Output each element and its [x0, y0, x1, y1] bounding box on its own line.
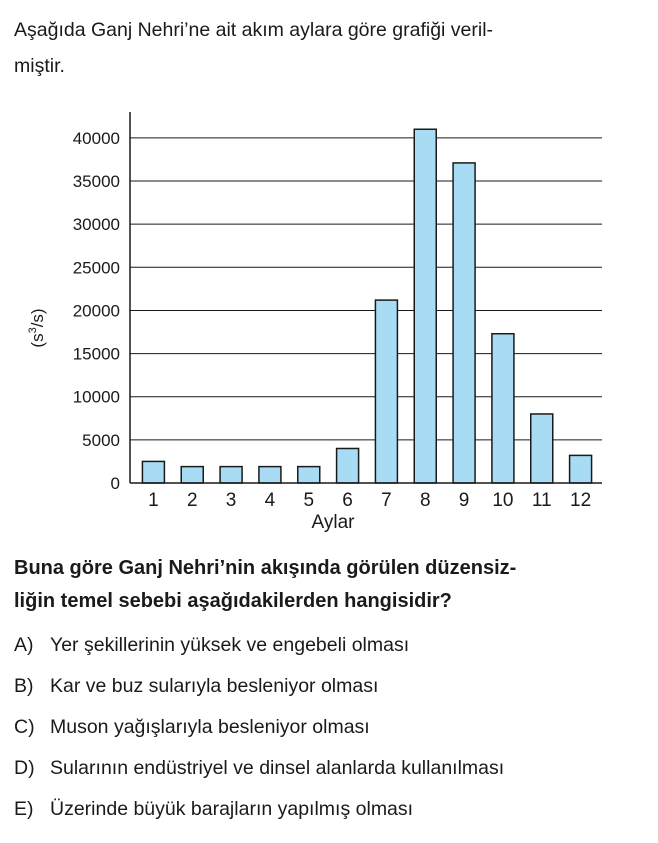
y-tick-label-5000: 5000	[82, 430, 120, 450]
bar-month-10	[492, 334, 514, 483]
y-tick-label-35000: 35000	[72, 172, 120, 192]
bar-month-2	[181, 467, 203, 483]
x-axis-label: Aylar	[311, 512, 355, 533]
y-axis-label	[27, 308, 47, 347]
option-e-letter: E)	[14, 798, 34, 820]
option-c[interactable]	[14, 712, 644, 753]
x-tick-label-10: 10	[492, 490, 514, 511]
x-tick-label-6: 6	[342, 490, 353, 511]
bar-month-6	[337, 448, 359, 483]
option-b-text: Kar ve buz sularıyla besleniyor olması	[50, 675, 379, 697]
bar-month-4	[259, 467, 281, 483]
y-tick-label-15000: 15000	[72, 344, 120, 364]
x-tick-label-3: 3	[225, 490, 237, 511]
bar-month-5	[298, 467, 320, 483]
option-c-text: Muson yağışlarıyla besleniyor olması	[50, 716, 370, 738]
bar-month-7	[375, 300, 397, 483]
question-line-2: liğin temel sebebi aşağıdakilerden hangisidir?	[14, 590, 452, 612]
x-tick-label-2: 2	[186, 490, 198, 511]
y-axis-label-base: (s	[28, 333, 47, 348]
x-tick-label-7: 7	[381, 490, 392, 511]
x-tick-label-11: 11	[531, 490, 552, 511]
option-d[interactable]	[14, 753, 644, 794]
option-e[interactable]	[14, 794, 644, 835]
option-a-text: Yer şekillerinin yüksek ve engebeli olması	[50, 634, 410, 656]
bars	[142, 129, 591, 483]
question-line-1: Buna göre Ganj Nehri’nin akışında görülen düzensiz-	[14, 557, 517, 579]
answer-options	[14, 630, 644, 835]
y-tick-label-20000: 20000	[72, 301, 120, 321]
x-tick-label-4: 4	[264, 490, 276, 511]
y-tick-label-30000: 30000	[72, 215, 120, 235]
monthly-flow-chart	[0, 100, 658, 540]
bar-month-1	[142, 461, 164, 483]
x-tick-label-12: 12	[570, 490, 592, 511]
option-d-letter: D)	[14, 757, 35, 779]
intro-line-2: miştir.	[14, 55, 65, 77]
x-tick-labels	[148, 490, 591, 511]
intro-text	[14, 12, 644, 84]
question-text	[14, 552, 644, 618]
option-d-text: Sularının endüstriyel ve dinsel alanlarda kullanılması	[50, 757, 505, 779]
y-tick-label-10000: 10000	[72, 387, 120, 407]
bar-month-9	[453, 163, 475, 483]
y-tick-label-40000: 40000	[72, 128, 120, 148]
y-tick-label-0: 0	[110, 474, 120, 493]
y-tick-labels	[73, 129, 120, 493]
grid-lines	[130, 138, 602, 440]
y-axis-label-sup: 3	[27, 327, 39, 334]
x-tick-label-9: 9	[458, 490, 470, 511]
bar-month-11	[531, 414, 553, 483]
option-e-text: Üzerinde büyük barajların yapılmış olması	[50, 798, 414, 820]
option-a-letter: A)	[14, 634, 34, 656]
option-b-letter: B)	[14, 675, 34, 697]
y-axis-label-end: /s)	[28, 308, 47, 328]
y-tick-label-25000: 25000	[72, 258, 120, 278]
bar-month-12	[570, 455, 592, 483]
intro-line-1: Aşağıda Ganj Nehri’ne ait akım aylara göre grafiği veril-	[14, 19, 494, 41]
option-a[interactable]	[14, 630, 644, 671]
bar-month-3	[220, 467, 242, 483]
bar-month-8	[414, 129, 436, 483]
x-tick-label-1: 1	[148, 490, 159, 511]
x-tick-label-8: 8	[419, 490, 431, 511]
x-tick-label-5: 5	[303, 490, 315, 511]
option-c-letter: C)	[14, 716, 35, 738]
option-b[interactable]	[14, 671, 644, 712]
